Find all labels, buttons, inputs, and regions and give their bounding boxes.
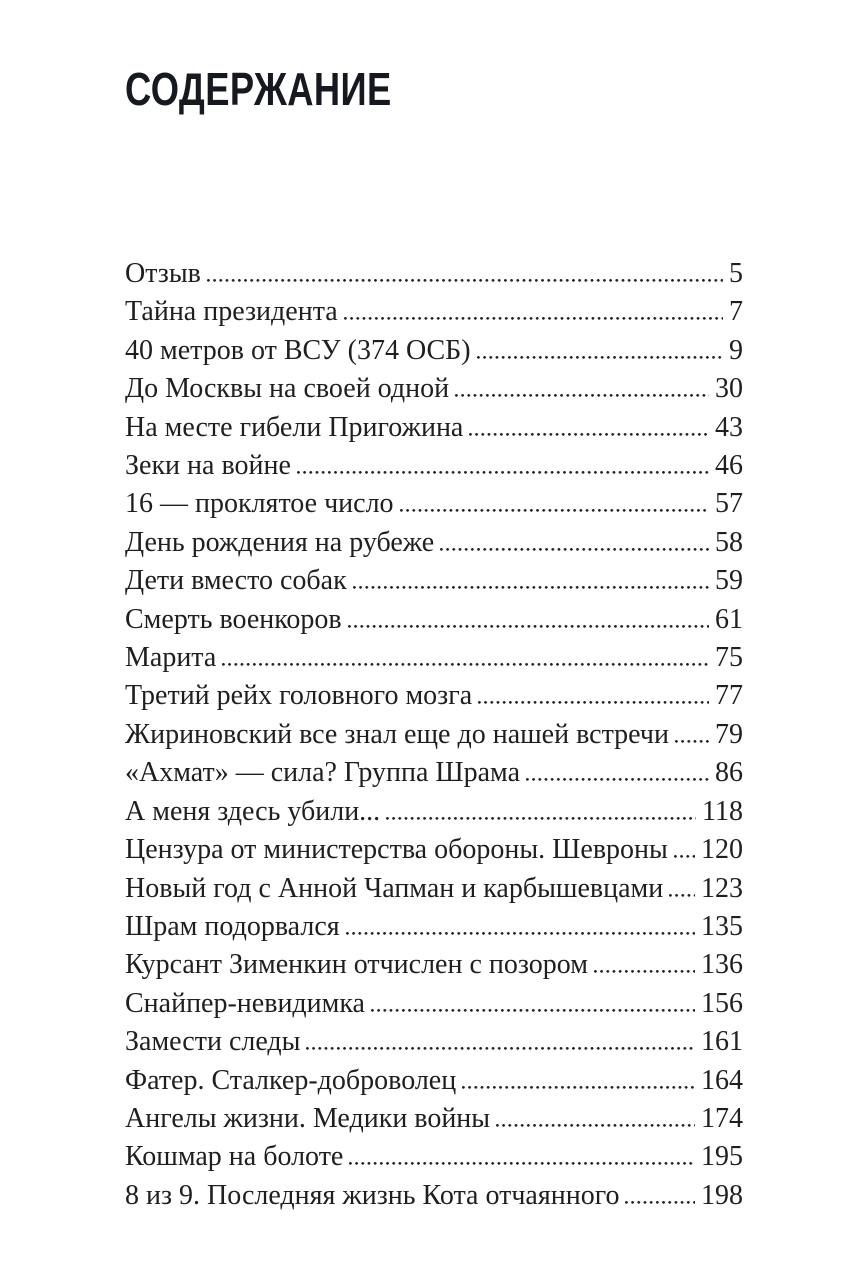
dot-leader (297, 446, 709, 474)
dot-leader (674, 830, 695, 858)
toc-entry-page: 57 (715, 488, 743, 520)
toc-entry[interactable] (125, 715, 743, 753)
toc-entry-label: Жириновский все знал еще до нашей встречи (125, 718, 669, 750)
toc-entry-label: Замести следы (125, 1026, 301, 1058)
toc-entry[interactable] (125, 984, 743, 1022)
dot-leader (625, 1176, 695, 1204)
toc-entry-page: 43 (715, 411, 743, 443)
toc-entry[interactable] (125, 446, 743, 484)
toc-entry[interactable] (125, 676, 743, 714)
dot-leader (455, 369, 709, 397)
dot-leader (344, 292, 723, 320)
dot-leader (594, 945, 695, 973)
dot-leader (346, 907, 695, 935)
toc-entry-page: 195 (701, 1141, 743, 1173)
dot-leader (400, 484, 709, 512)
toc-entry[interactable] (125, 1137, 743, 1175)
toc-entry-page: 75 (715, 642, 743, 674)
dot-leader (349, 1137, 695, 1165)
toc-entry-page: 9 (729, 334, 743, 366)
toc-entry[interactable] (125, 523, 743, 561)
toc-entry-label: До Москвы на своей одной (125, 373, 450, 405)
toc-entry[interactable] (125, 561, 743, 599)
toc-entry-page: 5 (729, 258, 743, 289)
toc-entry[interactable] (125, 484, 743, 522)
dot-leader (496, 1099, 695, 1127)
toc-entry-page: 136 (701, 949, 743, 981)
dot-leader (386, 792, 696, 820)
toc-entry-label: Кошмар на болоте (125, 1141, 344, 1173)
toc-entry[interactable] (125, 907, 743, 945)
dot-leader (477, 331, 723, 359)
toc-entry-page: 61 (715, 603, 743, 635)
toc-entry-page: 164 (701, 1064, 743, 1096)
toc-entry-label: 40 метров от ВСУ (374 ОСБ) (125, 334, 471, 366)
toc-entry-label: Новый год с Анной Чапман и карбышевцами (125, 872, 664, 904)
toc-list (125, 254, 743, 1214)
dot-leader (478, 676, 709, 704)
toc-entry-page: 59 (715, 565, 743, 597)
dot-leader (526, 753, 709, 781)
toc-entry-page: 30 (715, 373, 743, 405)
toc-entry-page: 156 (701, 987, 743, 1019)
dot-leader (207, 254, 723, 282)
dot-leader (675, 715, 709, 743)
toc-entry-label: Цензура от министерства обороны. Шевроны (125, 834, 668, 866)
dot-leader (440, 523, 709, 551)
toc-entry-page: 135 (701, 910, 743, 942)
toc-entry-page: 79 (715, 718, 743, 750)
page-title: СОДЕРЖАНИЕ (125, 63, 392, 115)
toc-entry-label: 16 — проклятое число (125, 488, 394, 520)
toc-entry[interactable] (125, 869, 743, 907)
toc-entry[interactable] (125, 1061, 743, 1099)
toc-entry-page: 198 (701, 1179, 743, 1211)
toc-entry[interactable] (125, 638, 743, 676)
toc-entry-page: 77 (715, 680, 743, 712)
toc-entry-label: Марита (125, 642, 217, 674)
toc-entry-label: Тайна президента (125, 296, 338, 328)
toc-entry[interactable] (125, 1022, 743, 1060)
toc-entry-label: Зеки на войне (125, 450, 291, 482)
toc-entry-label: 8 из 9. Последняя жизнь Кота отчаянного (125, 1179, 620, 1211)
toc-entry-label: Шрам подорвался (125, 910, 340, 942)
toc-entry-page: 58 (715, 526, 743, 558)
toc-entry[interactable] (125, 292, 743, 330)
toc-entry[interactable] (125, 331, 743, 369)
toc-entry[interactable] (125, 753, 743, 791)
dot-leader (669, 869, 695, 897)
dot-leader (353, 561, 709, 589)
toc-entry-label: «Ахмат» — сила? Группа Шрама (125, 757, 521, 789)
toc-entry-label: Снайпер-невидимка (125, 987, 365, 1019)
toc-entry-label: День рождения на рубеже (125, 526, 435, 558)
dot-leader (371, 984, 695, 1012)
toc-entry-page: 118 (702, 795, 743, 827)
toc-entry[interactable] (125, 254, 743, 292)
toc-entry-page: 46 (715, 450, 743, 482)
toc-entry-label: Третий рейх головного мозга (125, 680, 473, 712)
toc-entry-label: А меня здесь убили... (125, 795, 381, 827)
dot-leader (348, 600, 709, 628)
dot-leader (462, 1061, 695, 1089)
toc-entry-page: 86 (715, 757, 743, 789)
dot-leader (222, 638, 709, 666)
toc-entry[interactable] (125, 408, 743, 446)
toc-entry-page: 123 (701, 872, 743, 904)
toc-entry-label: Ангелы жизни. Медики войны (125, 1102, 491, 1134)
toc-entry[interactable] (125, 830, 743, 868)
dot-leader (469, 408, 709, 436)
toc-entry[interactable] (125, 1099, 743, 1137)
toc-entry-label: Отзыв (125, 258, 201, 289)
toc-entry-label: На месте гибели Пригожина (125, 411, 464, 443)
toc-entry-page: 120 (701, 834, 743, 866)
toc-entry[interactable] (125, 600, 743, 638)
toc-entry[interactable] (125, 1176, 743, 1214)
toc-entry[interactable] (125, 792, 743, 830)
toc-entry-page: 174 (701, 1102, 743, 1134)
toc-entry-page: 7 (729, 296, 743, 328)
dot-leader (306, 1022, 695, 1050)
toc-entry[interactable] (125, 945, 743, 983)
toc-entry-label: Курсант Зименкин отчислен с позором (125, 949, 588, 981)
toc-entry-label: Фатер. Сталкер-доброволец (125, 1064, 457, 1096)
toc-entry-page: 161 (701, 1026, 743, 1058)
toc-entry-label: Смерть военкоров (125, 603, 342, 635)
toc-entry[interactable] (125, 369, 743, 407)
toc-entry-label: Дети вместо собак (125, 565, 347, 597)
